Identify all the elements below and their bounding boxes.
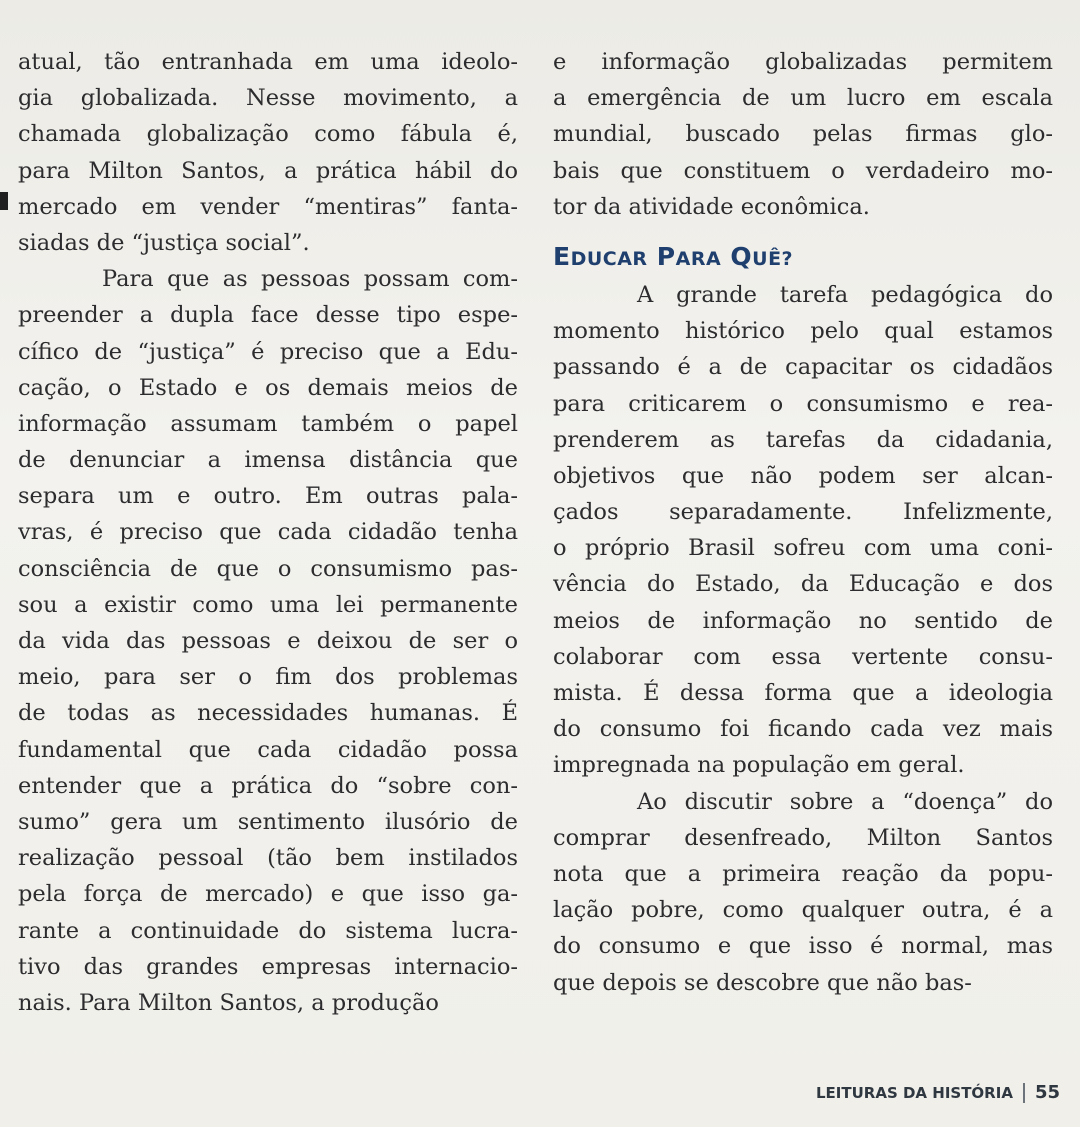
text-line: fundamental que cada cidadão possa bbox=[18, 736, 518, 763]
text-line: passando é a de capacitar os cidadãos bbox=[553, 354, 1053, 381]
margin-mark bbox=[0, 192, 8, 210]
text-line: entender que a prática do “sobre con- bbox=[18, 772, 518, 799]
text-line: chamada globalização como fábula é, bbox=[18, 121, 518, 148]
text-line: tivo das grandes empresas internacio- bbox=[18, 953, 518, 980]
text-line: pela força de mercado) e que isso ga- bbox=[18, 881, 518, 908]
text-line: atual, tão entranhada em uma ideolo- bbox=[18, 49, 518, 75]
text-line: çados separadamente. Infelizmente, bbox=[553, 499, 1053, 526]
text-line: A grande tarefa pedagógica do bbox=[637, 281, 1053, 308]
text-line: mundial, buscado pelas firmas glo- bbox=[553, 121, 1053, 148]
text-line: sou a existir como uma lei permanente bbox=[18, 591, 518, 618]
text-line: meios de informação no sentido de bbox=[553, 607, 1053, 634]
section-heading: EDUCAR PARA QUÊ? bbox=[553, 241, 794, 271]
text-line: sumo” gera um sentimento ilusório de bbox=[18, 808, 518, 835]
right-column-intro bbox=[553, 44, 1053, 225]
text-line: para Milton Santos, a prática hábil do bbox=[18, 157, 518, 184]
text-line: lação pobre, como qualquer outra, é a bbox=[553, 897, 1053, 924]
text-line: meio, para ser o fim dos problemas bbox=[18, 664, 518, 691]
right-column-body bbox=[553, 277, 1053, 1001]
text-line: nota que a primeira reação da popu- bbox=[553, 860, 1053, 887]
text-line: gia globalizada. Nesse movimento, a bbox=[18, 85, 518, 112]
text-line: cação, o Estado e os demais meios de bbox=[18, 374, 518, 401]
text-line: informação assumam também o papel bbox=[18, 410, 518, 437]
text-line: prenderem as tarefas da cidadania, bbox=[553, 426, 1053, 453]
text-line: do consumo foi ficando cada vez mais bbox=[553, 716, 1053, 743]
text-line: de todas as necessidades humanas. É bbox=[18, 700, 518, 727]
footer-divider bbox=[1023, 1083, 1025, 1103]
text-line: de denunciar a imensa distância que bbox=[18, 447, 518, 474]
text-line: e informação globalizadas permitem bbox=[553, 49, 1053, 75]
text-line: bais que constituem o verdadeiro mo- bbox=[553, 157, 1053, 184]
text-line: Ao discutir sobre a “doença” do bbox=[637, 788, 1053, 815]
text-line: mista. É dessa forma que a ideologia bbox=[553, 680, 1053, 706]
text-line: separa um e outro. Em outras pala- bbox=[18, 483, 518, 510]
left-column bbox=[18, 44, 518, 1021]
footer-section-title: LEITURAS DA HISTÓRIA bbox=[816, 1083, 1013, 1102]
text-line: do consumo e que isso é normal, mas bbox=[553, 933, 1053, 960]
text-line: consciência de que o consumismo pas- bbox=[18, 555, 518, 582]
text-line: comprar desenfreado, Milton Santos bbox=[553, 824, 1053, 851]
page-footer bbox=[816, 1082, 1060, 1103]
text-line: Para que as pessoas possam com- bbox=[102, 266, 518, 293]
text-line: que depois se descobre que não bas- bbox=[553, 969, 972, 996]
text-line: a emergência de um lucro em escala bbox=[553, 85, 1053, 112]
text-line: vência do Estado, da Educação e dos bbox=[553, 571, 1053, 598]
text-line: mercado em vender “mentiras” fanta- bbox=[18, 193, 518, 220]
text-line: siadas de “justiça social”. bbox=[18, 229, 310, 256]
text-line: vras, é preciso que cada cidadão tenha bbox=[18, 519, 518, 546]
text-line: tor da atividade econômica. bbox=[553, 193, 870, 220]
text-line: preender a dupla face desse tipo espe- bbox=[18, 302, 518, 329]
text-line: impregnada na população em geral. bbox=[553, 752, 965, 779]
text-line: colaborar com essa vertente consu- bbox=[553, 643, 1053, 670]
text-line: momento histórico pelo qual estamos bbox=[553, 318, 1053, 345]
text-line: realização pessoal (tão bem instilados bbox=[18, 845, 518, 872]
right-column bbox=[553, 44, 1053, 1001]
text-line: da vida das pessoas e deixou de ser o bbox=[18, 628, 518, 654]
text-line: objetivos que não podem ser alcan- bbox=[553, 462, 1053, 489]
text-line: o próprio Brasil sofreu com uma coni- bbox=[553, 535, 1053, 562]
page-number: 55 bbox=[1034, 1082, 1060, 1103]
text-line: nais. Para Milton Santos, a produção bbox=[18, 989, 439, 1016]
text-line: para criticarem o consumismo e rea- bbox=[553, 390, 1053, 417]
text-line: rante a continuidade do sistema lucra- bbox=[18, 917, 518, 944]
text-line: cífico de “justiça” é preciso que a Edu- bbox=[18, 338, 518, 365]
